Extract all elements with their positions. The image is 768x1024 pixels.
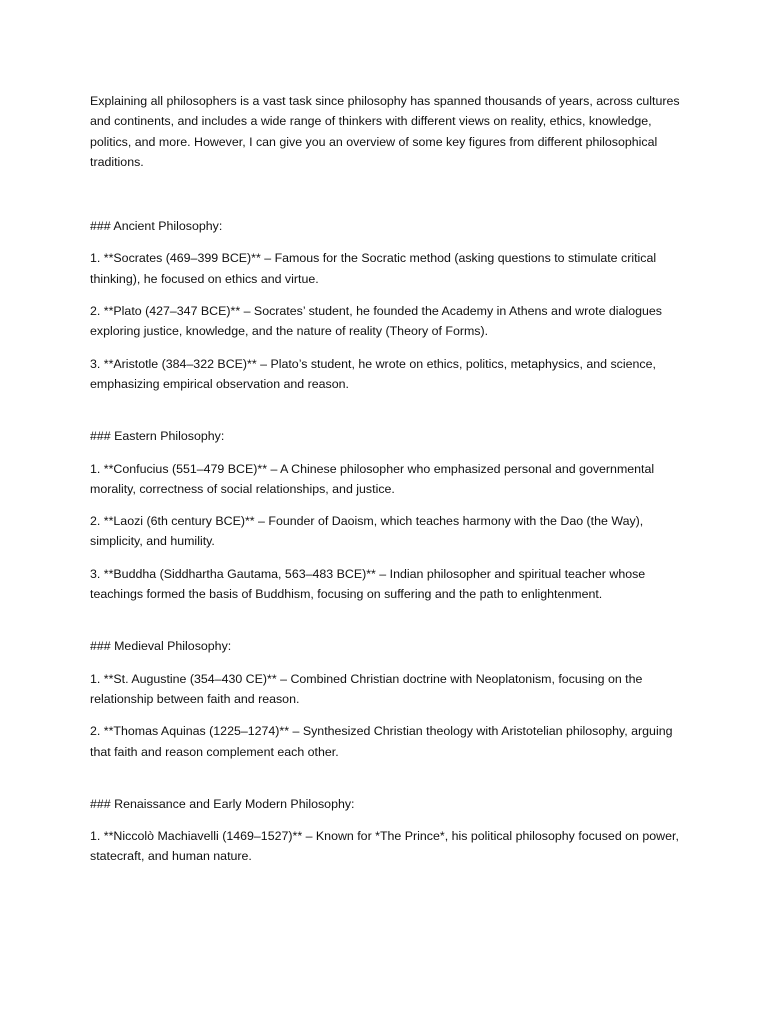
list-item: 2. **Plato (427–347 BCE)** – Socrates’ student, he founded the Academy in Athens and wrote dialogues exploring justice, knowledge, and the nature of reality (Theory of Forms).	[90, 304, 662, 339]
list-item: 1. **Niccolò Machiavelli (1469–1527)** – Known for *The Prince*, his political philosophy focused on power, statecraft, and human nature.	[90, 829, 679, 864]
intro-paragraph: Explaining all philosophers is a vast task since philosophy has spanned thousands of years, across cultures and continents, and includes a wide range of thinkers with different views on reality, ethics, knowledge, politics, and more. However, I can give you an overview of some key figures from different philosophical traditions.	[90, 94, 680, 169]
document-page	[90, 91, 690, 879]
list-item: 2. **Thomas Aquinas (1225–1274)** – Synthesized Christian theology with Aristotelian philosophy, arguing that faith and reason complement each other.	[90, 724, 673, 759]
list-item: 3. **Aristotle (384–322 BCE)** – Plato’s student, he wrote on ethics, politics, metaphysics, and science, emphasizing empirical observation and reason.	[90, 356, 656, 391]
section-heading: ### Renaissance and Early Modern Philosophy:	[90, 796, 355, 811]
section-heading: ### Medieval Philosophy:	[90, 639, 232, 654]
section-heading: ### Eastern Philosophy:	[90, 429, 225, 444]
list-item: 1. **St. Augustine (354–430 CE)** – Combined Christian doctrine with Neoplatonism, focusing on the relationship between faith and reason.	[90, 671, 643, 706]
section-renaissance-early-modern	[90, 794, 690, 867]
section-heading: ### Ancient Philosophy:	[90, 219, 223, 234]
section-ancient-philosophy	[90, 216, 690, 394]
list-item: 1. **Socrates (469–399 BCE)** – Famous for the Socratic method (asking questions to stimulate critical thinking), he focused on ethics and virtue.	[90, 251, 657, 286]
list-item: 3. **Buddha (Siddhartha Gautama, 563–483 BCE)** – Indian philosopher and spiritual teacher whose teachings formed the basis of Buddhism, focusing on suffering and the path to enlightenment.	[90, 566, 646, 602]
section-eastern-philosophy	[90, 426, 690, 604]
section-medieval-philosophy	[90, 636, 690, 761]
list-item: 1. **Confucius (551–479 BCE)** – A Chinese philosopher who emphasized personal and governmental morality, correctness of social relationships, and justice.	[90, 461, 655, 496]
list-item: 2. **Laozi (6th century BCE)** – Founder of Daoism, which teaches harmony with the Dao (the Way), simplicity, and humility.	[90, 514, 644, 549]
